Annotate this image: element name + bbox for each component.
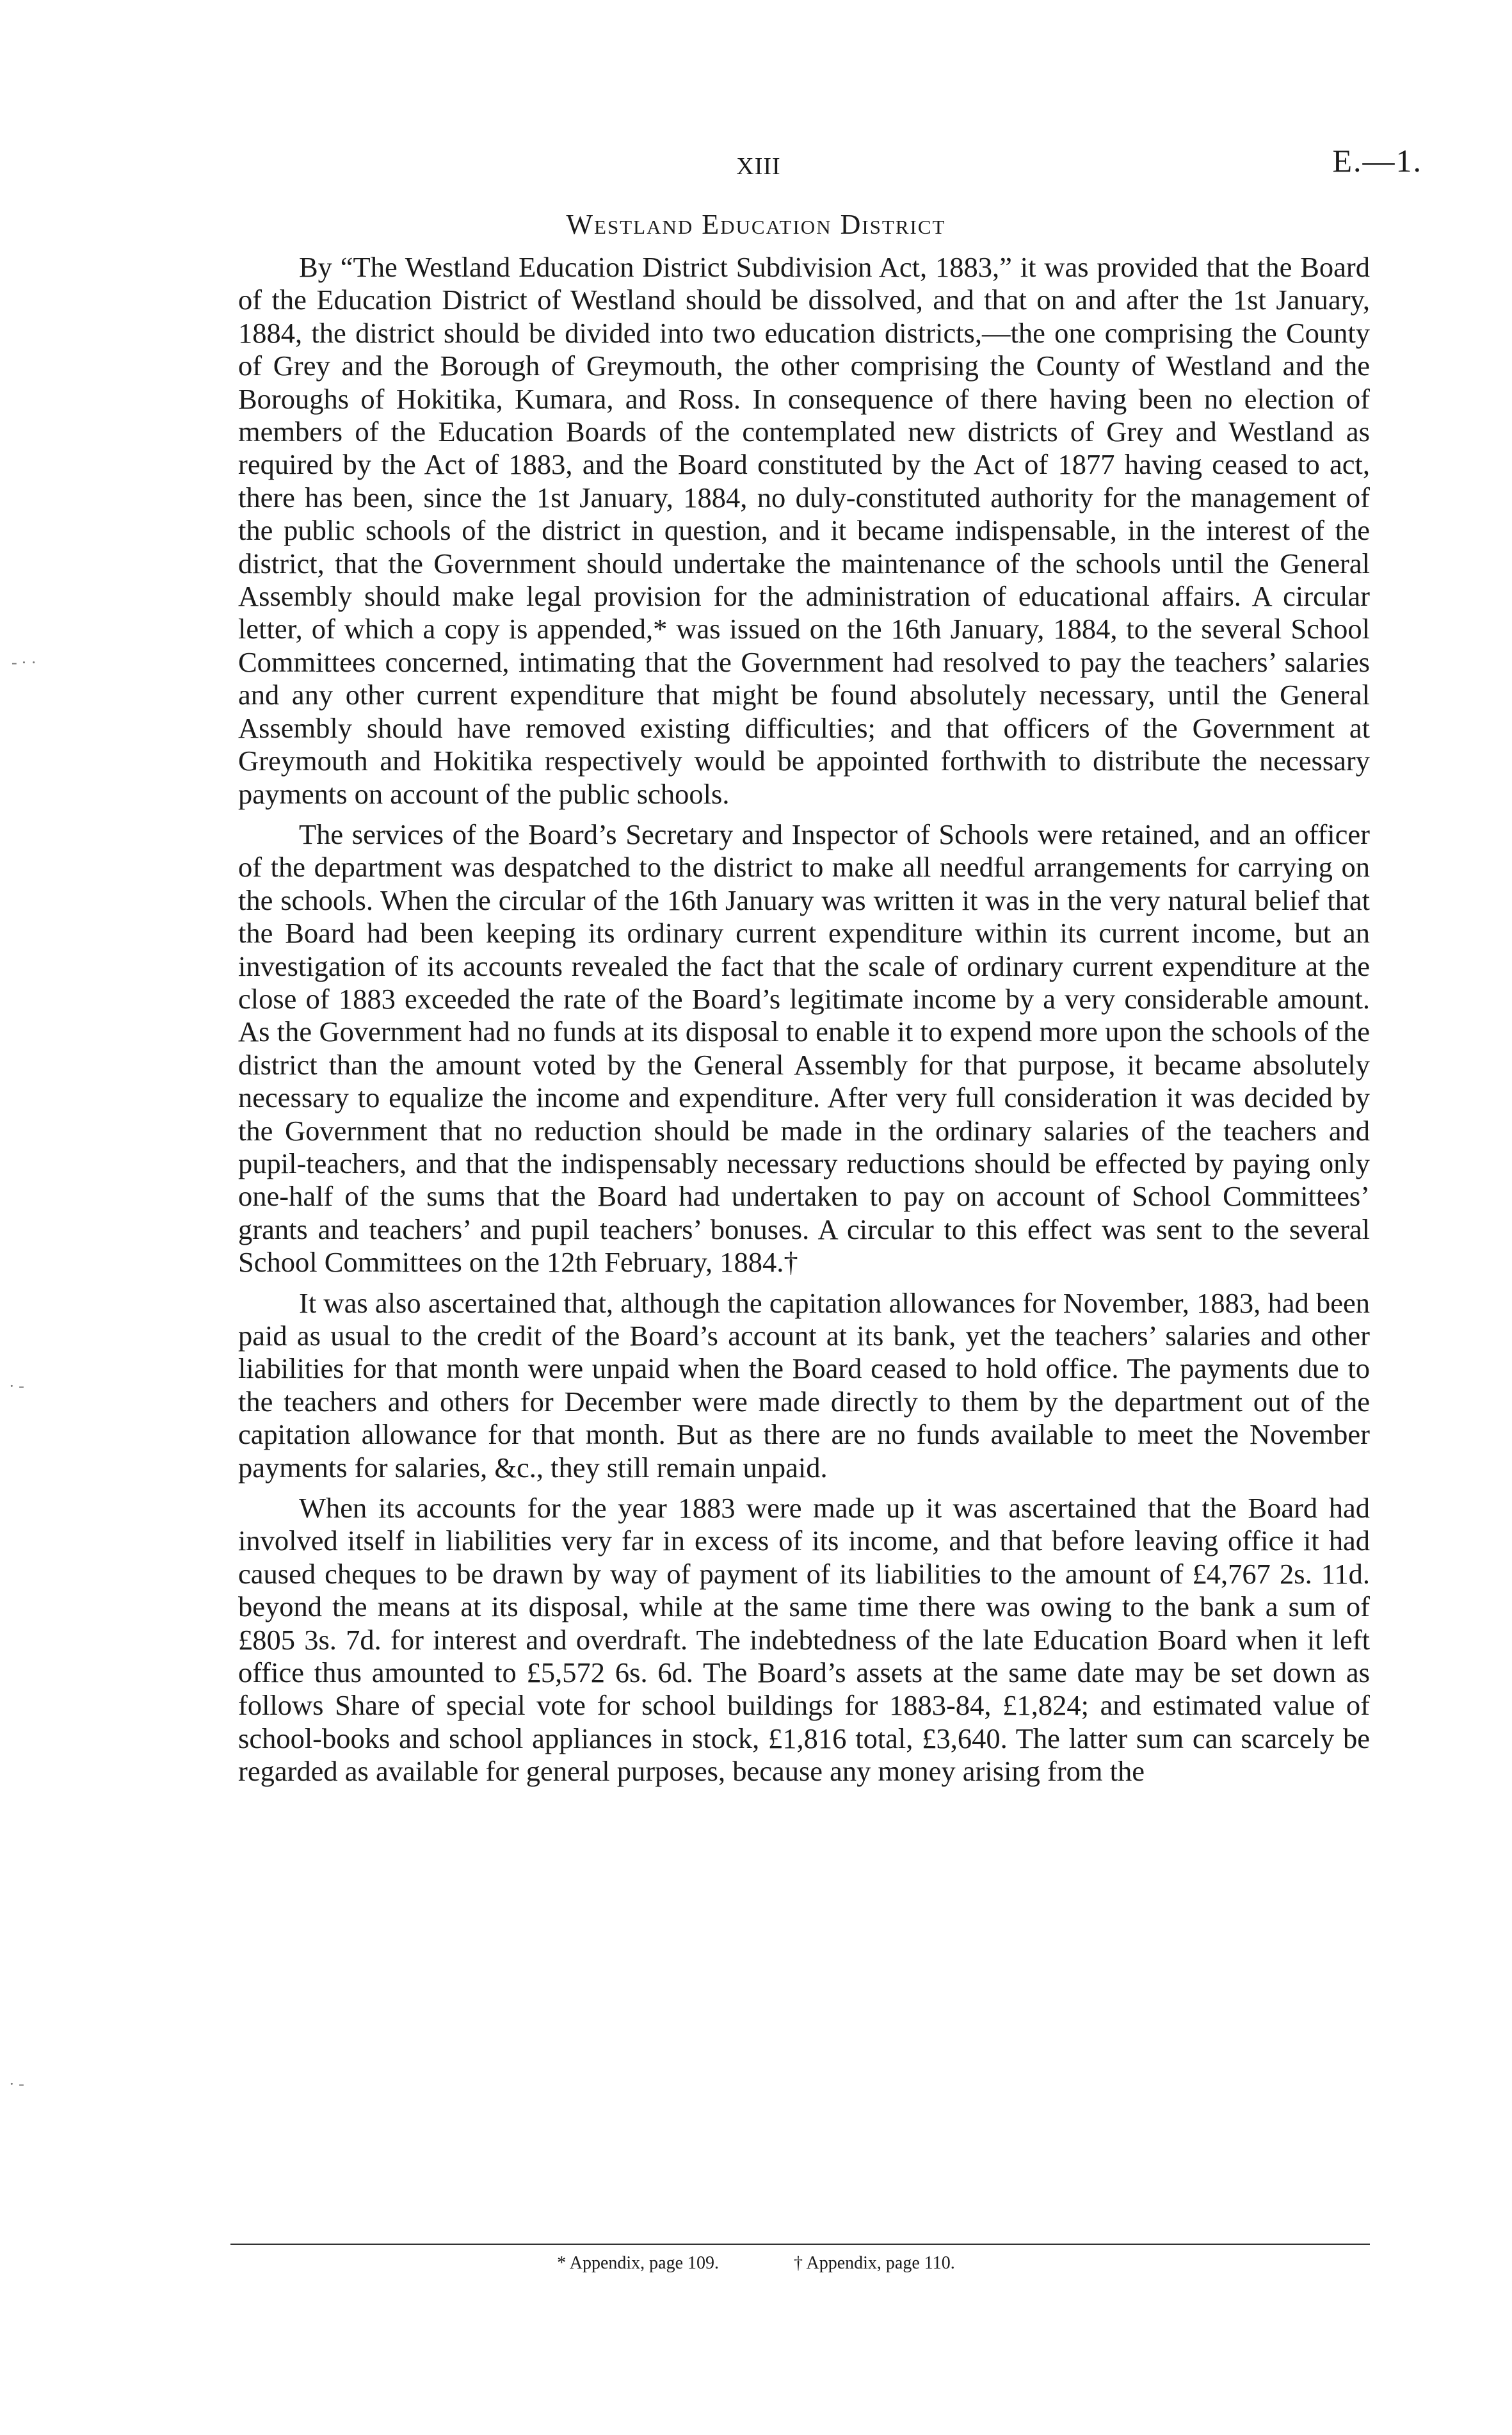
margin-mark: · -	[9, 1377, 24, 1395]
paragraph: When its accounts for the year 1883 were made up it was ascertained that the Board had involved itself in liabilities very far in excess of its income, and that before leaving office it had caused cheques to be drawn by way of payment of its liabilities to the amount of £4,767 2s. 11d. beyond the means at its disposal, while at the same time there was owing to the bank a sum of £805 3s. 7d. for interest and overdraft. The indebtedness of the late Education Board when it left office thus amounted to £5,572 6s. 6d. The Board’s assets at the same date may be set down as follows Share of special vote for school buildings for 1883-84, £1,824; and estimated value of school-books and school appliances in stock, £1,816 total, £3,640. The latter sum can scarcely be regarded as available for general purposes, because any money arising from the	[238, 1492, 1370, 1788]
footnote: * Appendix, page 109.	[557, 2253, 720, 2273]
page-number: XIII	[736, 153, 781, 180]
footnote: † Appendix, page 110.	[794, 2253, 955, 2273]
section-heading: Westland Education District	[566, 209, 946, 240]
margin-mark: · -	[9, 2075, 24, 2093]
footnotes	[0, 2253, 1512, 2274]
document-reference-code: E.—1.	[1332, 143, 1422, 179]
body-text	[238, 251, 1370, 1788]
margin-mark: - · ·	[12, 653, 36, 672]
paragraph: By “The Westland Education District Subdivision Act, 1883,” it was provided that the Board of the Education District of Westland should be dissolved, and that on and after the 1st January, 1884, the district should be divided into two education districts,—the one comprising the County of Grey and the Borough of Greymouth, the other comprising the County of Westland and the Boroughs of Hokitika, Kumara, and Ross. In consequence of there having been no election of members of the Education Boards of the contemplated new districts of Grey and Westland as required by the Act of 1883, and the Board constituted by the Act of 1877 having ceased to act, there has been, since the 1st January, 1884, no duly-constituted authority for the management of the public schools of the district in question, and it became indispensable, in the interest of the district, that the Government should undertake the maintenance of the schools until the General Assembly should make legal provision for the administration of educational affairs. A circular letter, of which a copy is appended,* was issued on the 16th January, 1884, to the several School Committees concerned, intimating that the Government had resolved to pay the teachers’ salaries and any other current expenditure that might be found absolutely necessary, until the General Assembly should have removed existing difficulties; and that officers of the Government at Greymouth and Hokitika respectively would be appointed forthwith to distribute the necessary payments on account of the public schools.	[238, 251, 1370, 810]
paragraph: The services of the Board’s Secretary and Inspector of Schools were retained, and an officer of the department was despatched to the district to make all needful arrangements for carrying on the schools. When the circular of the 16th January was written it was in the very natural belief that the Board had been keeping its ordinary current expenditure within its current income, but an investigation of its accounts revealed the fact that the scale of ordinary current expenditure at the close of 1883 exceeded the rate of the Board’s legitimate income by a very considerable amount. As the Government had no funds at its disposal to enable it to expend more upon the schools of the district than the amount voted by the General Assembly for that purpose, it became absolutely necessary to equalize the income and expenditure. After very full consideration it was decided by the Government that no reduction should be made in the ordinary salaries of the teachers and pupil-teachers, and that the indispensably necessary reductions should be effected by paying only one-half of the sums that the Board had undertaken to pay on account of School Committees’ grants and teachers’ and pupil teachers’ bonuses. A circular to this effect was sent to the several School Committees on the 12th February, 1884.†	[238, 818, 1370, 1279]
footnote-divider	[230, 2244, 1370, 2245]
paragraph: It was also ascertained that, although the capitation allowances for November, 1883, had been paid as usual to the credit of the Board’s account at its bank, yet the teachers’ salaries and other liabilities for that month were unpaid when the Board ceased to hold office. The payments due to the teachers and others for December were made directly to them by the department out of the capitation allowance for that month. But as there are no funds available to meet the November payments for salaries, &c., they still remain unpaid.	[238, 1286, 1370, 1484]
